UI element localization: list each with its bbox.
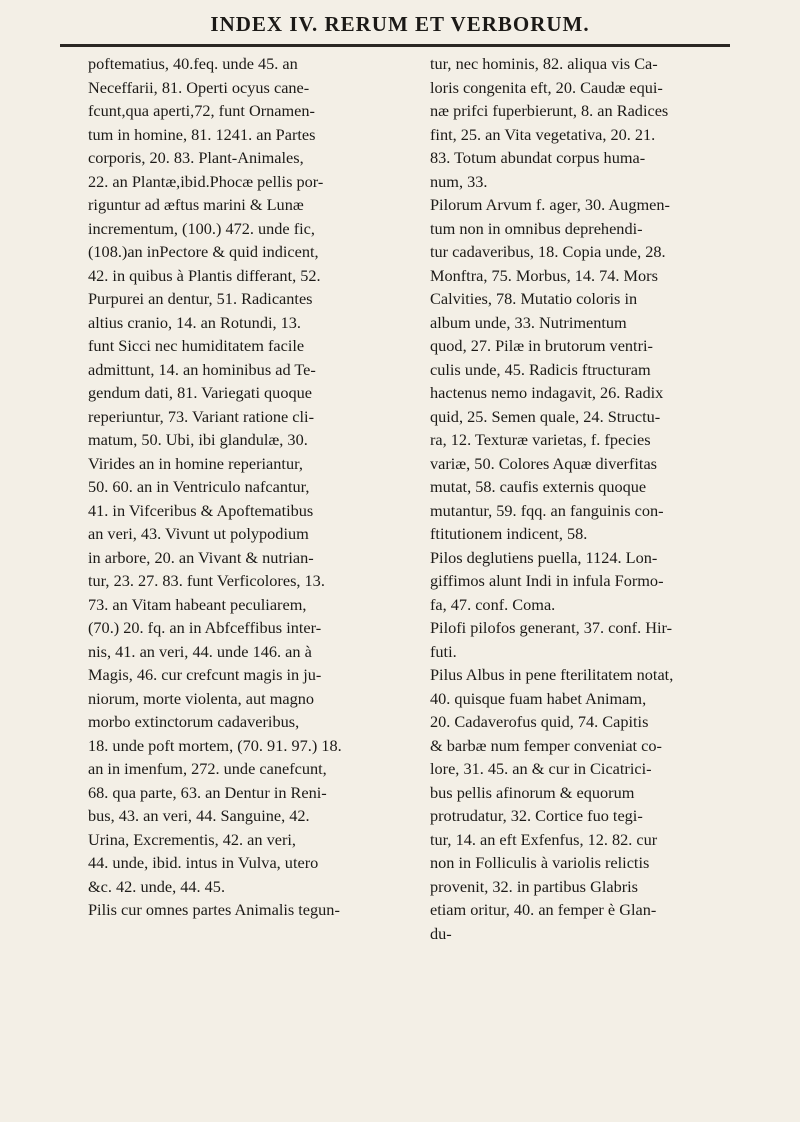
index-line: in arbore, 20. an Vivant & nutrian- (88, 547, 314, 567)
index-line: Pilos deglutiens puella, 1124. Lon- (430, 547, 658, 567)
index-line: gendum dati, 81. Variegati quoque (88, 383, 312, 402)
index-line: fa, 47. conf. Coma. (430, 594, 556, 614)
index-line: Pilus Albus in pene fterilitatem notat, (430, 665, 674, 684)
index-line: variæ, 50. Colores Aquæ diverfitas (430, 453, 658, 473)
index-line: non in Folliculis à variolis relictis (430, 853, 650, 872)
index-line: 44. unde, ibid. intus in Vulva, utero (88, 853, 319, 872)
index-line: 41. in Vifceribus & Apoftematibus (88, 500, 314, 520)
index-line: Magis, 46. cur crefcunt magis in ju- (88, 665, 322, 684)
index-line: tur, nec hominis, 82. aliqua vis Ca- (430, 54, 658, 73)
index-line: incrementum, (100.) 472. unde fic, (88, 218, 315, 238)
index-line: Purpurei an dentur, 51. Radicantes (88, 289, 313, 308)
index-line: nis, 41. an veri, 44. unde 146. an à (88, 641, 312, 661)
index-line: & barbæ num femper conveniat co- (430, 735, 662, 755)
index-line: tur cadaveribus, 18. Copia unde, 28. (430, 242, 666, 261)
index-line: morbo extinctorum cadaveribus, (88, 712, 300, 731)
index-line: mutat, 58. caufis externis quoque (430, 477, 647, 496)
index-line: culis unde, 45. Radicis ftructuram (430, 359, 651, 379)
index-line: Pilis cur omnes partes Animalis tegun- (88, 900, 340, 919)
index-line: Neceffarii, 81. Operti ocyus cane- (88, 77, 310, 97)
index-line: reperiuntur, 73. Variant ratione cli- (88, 406, 314, 426)
index-line: num, 33. (430, 171, 488, 191)
page-header: INDEX IV. RERUM ET VERBORUM. (210, 12, 590, 36)
index-line: tum in homine, 81. 1241. an Partes (88, 124, 316, 144)
index-line: fcunt,qua aperti,72, funt Ornamen- (88, 101, 315, 120)
index-line: Monftra, 75. Morbus, 14. 74. Mors (430, 265, 658, 285)
index-line: Virides an in homine reperiantur, (88, 453, 303, 473)
index-line: quid, 25. Semen quale, 24. Structu- (430, 406, 661, 426)
index-line: protrudatur, 32. Cortice fuo tegi- (430, 806, 643, 825)
index-line: 50. 60. an in Ventriculo nafcantur, (88, 477, 310, 496)
index-line: 18. unde poft mortem, (70. 91. 97.) 18. (88, 735, 342, 755)
index-line: poftematius, 40.feq. unde 45. an (88, 54, 298, 73)
index-line: tum non in omnibus deprehendi- (430, 218, 643, 238)
index-line: Pilofi pilofos generant, 37. conf. Hir- (430, 618, 673, 637)
index-line: bus, 43. an veri, 44. Sanguine, 42. (88, 806, 310, 825)
index-line: 83. Totum abundat corpus huma- (430, 148, 646, 167)
index-line: Pilorum Arvum f. ager, 30. Augmen- (430, 195, 670, 214)
index-line: funt Sicci nec humiditatem facile (88, 336, 305, 355)
index-line: fint, 25. an Vita vegetativa, 20. 21. (430, 124, 656, 144)
index-line: mutantur, 59. fqq. an fanguinis con- (430, 500, 664, 520)
index-line: matum, 50. Ubi, ibi glandulæ, 30. (88, 430, 308, 449)
index-line: admittunt, 14. an hominibus ad Te- (88, 359, 316, 379)
index-line: 22. an Plantæ,ibid.Phocæ pellis por- (88, 171, 324, 191)
header-rule (60, 44, 730, 47)
index-line: 42. in quibus à Plantis differant, 52. (88, 265, 321, 285)
index-line: ftitutionem indicent, 58. (430, 524, 588, 543)
index-line: 40. quisque fuam habet Animam, (430, 688, 647, 708)
right-column (430, 52, 750, 945)
index-line: niorum, morte violenta, aut magno (88, 688, 315, 708)
index-line: corporis, 20. 83. Plant-Animales, (88, 148, 304, 167)
index-line: 20. Cadaverofus quid, 74. Capitis (430, 712, 649, 731)
index-line: altius cranio, 14. an Rotundi, 13. (88, 312, 301, 332)
index-line: Calvities, 78. Mutatio coloris in (430, 289, 638, 308)
index-line: an veri, 43. Vivunt ut polypodium (88, 524, 309, 543)
index-line: futi. (430, 641, 457, 661)
index-line: (70.) 20. fq. an in Abfceffibus inter- (88, 618, 322, 637)
left-column (88, 52, 388, 922)
index-line: album unde, 33. Nutrimentum (430, 312, 627, 332)
index-line: tur, 14. an eft Exfenfus, 12. 82. cur (430, 829, 658, 849)
index-line: riguntur ad æftus marini & Lunæ (88, 195, 304, 214)
index-line: lore, 31. 45. an & cur in Cicatrici- (430, 759, 652, 778)
index-line: &c. 42. unde, 44. 45. (88, 876, 226, 896)
index-line: loris congenita eft, 20. Caudæ equi- (430, 77, 663, 97)
index-line: etiam oritur, 40. an femper è Glan- (430, 900, 657, 919)
index-line: hactenus nemo indagavit, 26. Radix (430, 383, 664, 402)
index-line: du- (430, 923, 452, 943)
index-line: 68. qua parte, 63. an Dentur in Reni- (88, 782, 327, 802)
index-line: giffimos alunt Indi in infula Formo- (430, 571, 664, 590)
index-line: provenit, 32. in partibus Glabris (430, 876, 639, 896)
index-line: quod, 27. Pilæ in brutorum ventri- (430, 336, 653, 355)
index-line: Urina, Excrementis, 42. an veri, (88, 829, 296, 849)
index-line: tur, 23. 27. 83. funt Verficolores, 13. (88, 571, 325, 590)
index-line: næ prifci fuperbierunt, 8. an Radices (430, 101, 669, 120)
index-line: ra, 12. Texturæ varietas, f. fpecies (430, 430, 651, 449)
index-line: bus pellis afinorum & equorum (430, 782, 635, 802)
index-line: 73. an Vitam habeant peculiarem, (88, 594, 307, 614)
index-line: an in imenfum, 272. unde canefcunt, (88, 759, 327, 778)
index-line: (108.)an inPectore & quid indicent, (88, 242, 319, 261)
